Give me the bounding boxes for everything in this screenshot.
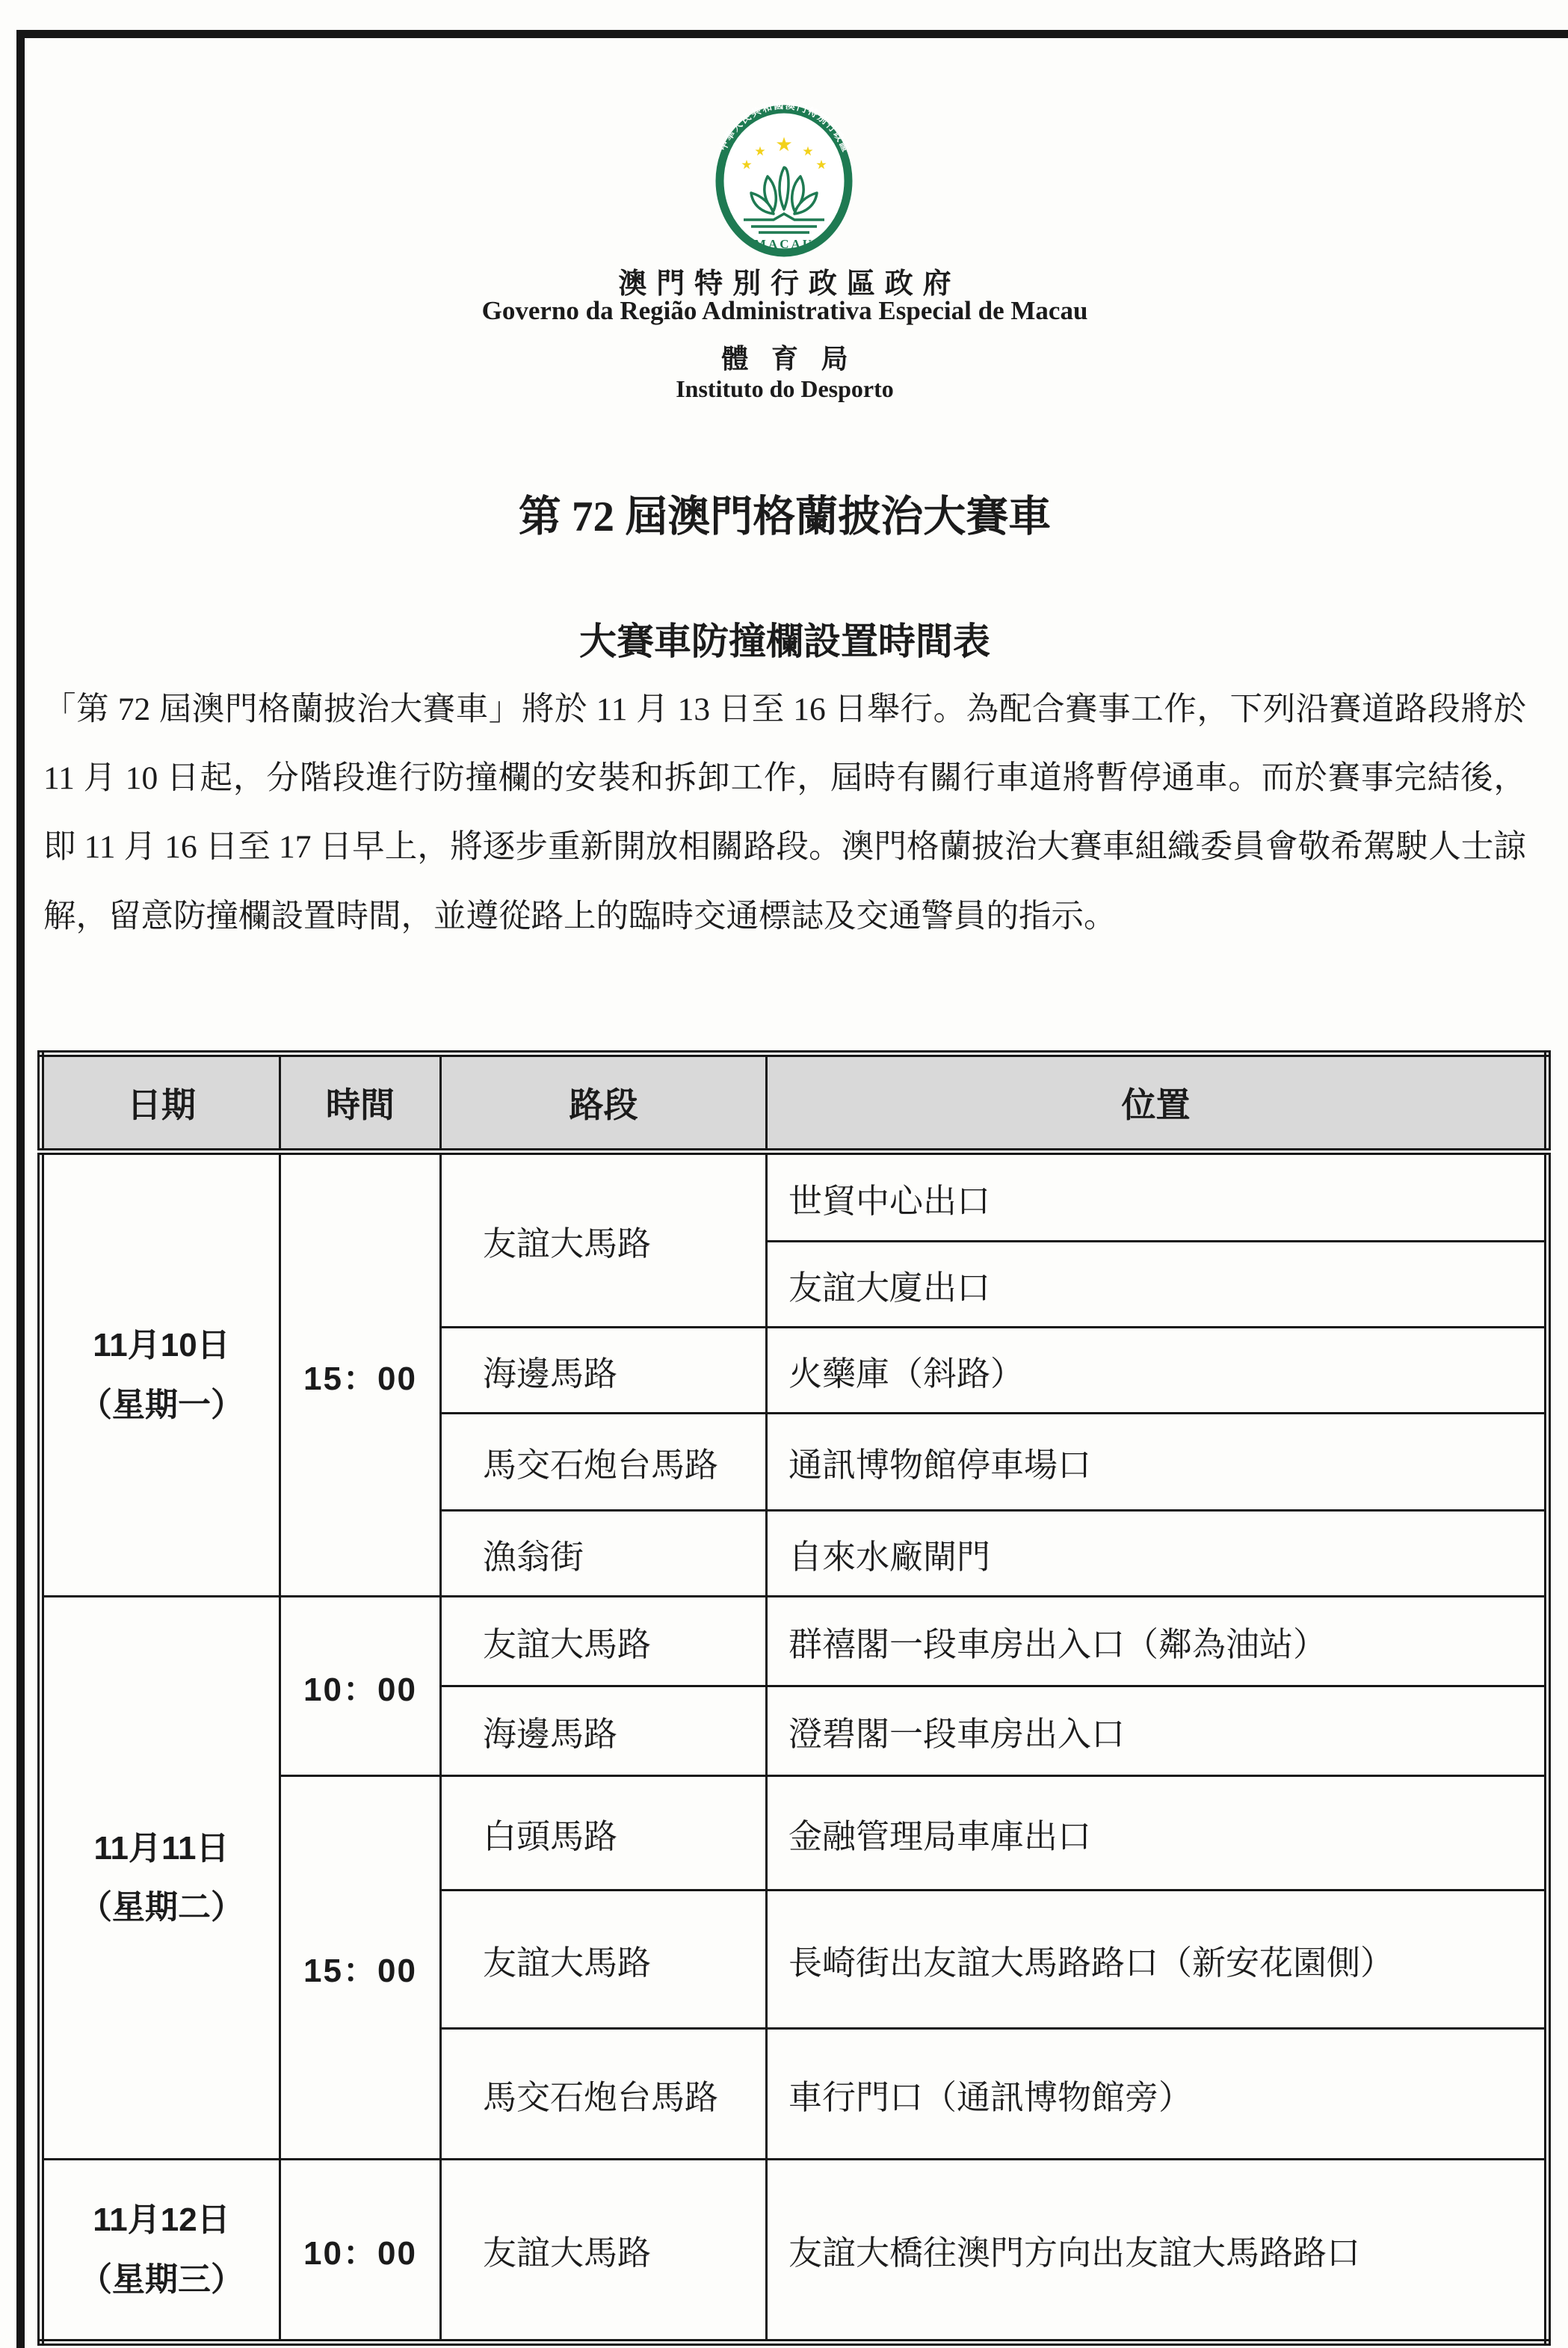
road-cell: 友誼大馬路: [441, 1152, 767, 1328]
date-cell: [41, 2160, 280, 2343]
weekday-value: （星期三）: [79, 2261, 244, 2298]
date-cell: [41, 1597, 280, 2160]
emblem-macau-label: MACAU: [753, 237, 815, 251]
svg-text:★: ★: [815, 158, 827, 172]
barrier-schedule-table: [37, 1050, 1551, 2346]
col-header-date: 日期: [41, 1054, 280, 1152]
logo-container: [22, 102, 1547, 265]
document-subtitle: 大賽車防撞欄設置時間表: [579, 620, 990, 662]
road-cell: 漁翁街: [441, 1511, 767, 1597]
government-name-portuguese: Governo da Região Administrativa Especial de Macau: [481, 296, 1088, 325]
road-cell: 馬交石炮台馬路: [441, 1414, 767, 1511]
road-cell: 友誼大馬路: [441, 2160, 767, 2343]
col-header-road: 路段: [441, 1054, 767, 1152]
location-cell: 車行門口（通訊博物館旁）: [767, 2029, 1548, 2160]
table-row: [41, 1597, 1548, 1686]
time-cell: 10：00: [280, 1597, 441, 1776]
location-cell: 通訊博物館停車場口: [767, 1414, 1548, 1511]
macau-sar-emblem-icon: [708, 102, 862, 262]
road-cell: 馬交石炮台馬路: [441, 2029, 767, 2160]
svg-text:★: ★: [775, 134, 793, 155]
location-cell: 長崎街出友誼大馬路路口（新安花園側）: [767, 1891, 1548, 2029]
time-cell: 15：00: [280, 1776, 441, 2160]
road-cell: 友誼大馬路: [441, 1597, 767, 1686]
intro-paragraph: 「第 72 屆澳門格蘭披治大賽車」將於 11 月 13 日至 16 日舉行。為配合賽事工作，下列沿賽道路段將於 11 月 10 日起，分階段進行防撞欄的安裝和拆卸工作，屆時有關行車道將暫停通車。而於賽事完結後，即 11 月 16 日至 17 日早上，將逐步重新開放相關路段。澳門格蘭披治大賽車組織委員會敬希駕駛人士諒解，留意防撞欄設置時間，並遵從路上的臨時交通標誌及交通警員的指示。: [43, 691, 1526, 934]
department-name-chinese: 體育局: [721, 344, 871, 374]
time-cell: 10：00: [280, 2160, 441, 2343]
date-value: 11月12日: [93, 2201, 230, 2239]
table-row: [41, 2160, 1548, 2343]
department-name-portuguese: Instituto do Desporto: [676, 375, 894, 402]
date-cell: [41, 1152, 280, 1597]
road-cell: 海邊馬路: [441, 1686, 767, 1776]
date-value: 11月11日: [93, 1829, 229, 1867]
location-cell: 友誼大橋往澳門方向出友誼大馬路路口: [767, 2160, 1548, 2343]
location-cell: 自來水廠閘門: [767, 1511, 1548, 1597]
weekday-value: （星期一）: [79, 1386, 244, 1423]
svg-text:★: ★: [802, 144, 814, 158]
road-cell: 白頭馬路: [441, 1776, 767, 1891]
location-cell: 金融管理局車庫出口: [767, 1776, 1548, 1891]
road-cell: 海邊馬路: [441, 1328, 767, 1414]
emblem-ring-text: 中華人民共和國澳門特別行政區: [717, 102, 853, 155]
col-header-location: 位置: [767, 1054, 1548, 1152]
location-cell: 世貿中心出口: [767, 1152, 1548, 1242]
svg-text:★: ★: [754, 144, 766, 158]
table-row: [41, 1152, 1548, 1242]
table-header-row: [41, 1054, 1548, 1152]
location-cell: 澄碧閣一段車房出入口: [767, 1686, 1548, 1776]
location-cell: 火藥庫（斜路）: [767, 1328, 1548, 1414]
government-name-chinese: 澳門特別行政區政府: [618, 268, 961, 300]
weekday-value: （星期二）: [79, 1889, 244, 1926]
road-cell: 友誼大馬路: [441, 1891, 767, 2029]
location-cell: 友誼大廈出口: [767, 1242, 1548, 1328]
date-value: 11月10日: [93, 1327, 230, 1364]
document-title: 第 72 屆澳門格蘭披治大賽車: [518, 493, 1052, 540]
svg-text:★: ★: [741, 158, 753, 172]
time-cell: 15：00: [280, 1152, 441, 1597]
col-header-time: 時間: [280, 1054, 441, 1152]
location-cell: 群禧閣一段車房出入口（鄰為油站）: [767, 1597, 1548, 1686]
